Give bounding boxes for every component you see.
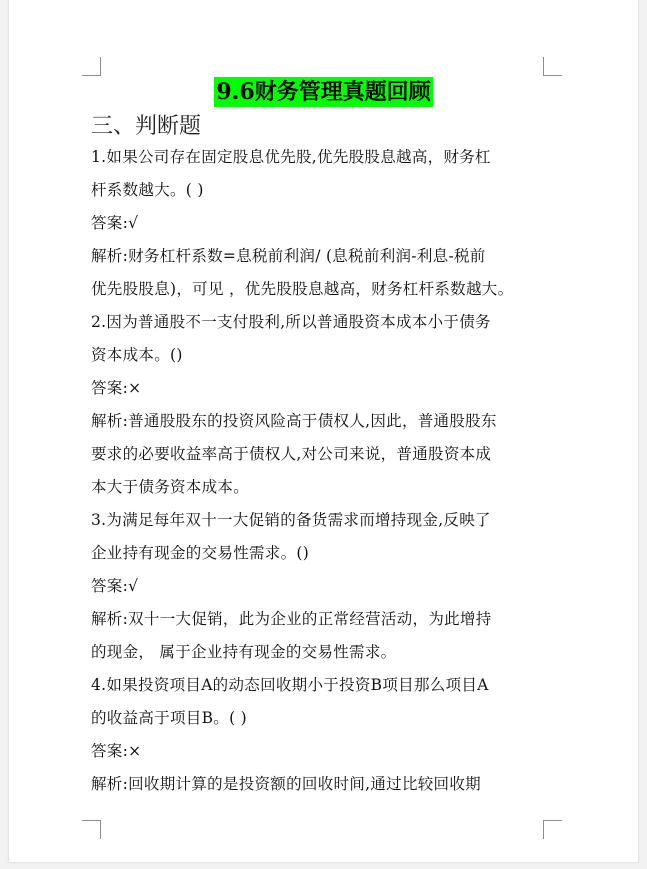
body-line: 的收益高于项目B。( ) [91, 709, 248, 727]
section-heading: 三、判断题 [91, 114, 202, 139]
document-title: 9.6财务管理真题回顾 [216, 79, 431, 105]
body-line: 答案:× [91, 379, 142, 397]
body-line: 答案:× [91, 742, 142, 760]
body-line: 答案:√ [91, 577, 139, 595]
body-line: 杆系数越大。( ) [91, 181, 204, 199]
body-line: 优先股股息)，可见 ，优先股股息越高，财务杠杆系数越大。 [91, 280, 514, 298]
body-line: 资本成本。() [91, 346, 183, 364]
crop-mark-top-right [543, 57, 562, 76]
body-line: 答案:√ [91, 214, 139, 232]
title-row [0, 77, 647, 107]
body-line: 本大于债务资本成本。 [91, 478, 250, 496]
crop-mark-top-left [82, 57, 101, 76]
body-line: 解析:回收期计算的是投资额的回收时间,通过比较回收期 [91, 775, 481, 793]
body-line: 解析:双十一大促销，此为企业的正常经营活动，为此增持 [91, 610, 492, 628]
body-line: 3.为满足每年双十一大促销的备货需求而增持现金,反映了 [91, 511, 491, 529]
crop-mark-bottom-right [543, 820, 562, 839]
body-line: 要求的必要收益率高于债权人,对公司来说，普通股资本成 [91, 445, 492, 463]
body-line: 4.如果投资项目A的动态回收期小于投资B项目那么项目A [91, 676, 489, 694]
crop-mark-bottom-left [82, 820, 101, 839]
body-line: 的现金， 属于企业持有现金的交易性需求。 [91, 643, 397, 661]
body-line: 2.因为普通股不一支付股利,所以普通股资本成本小于债务 [91, 313, 491, 331]
document-body [91, 141, 541, 801]
body-line: 解析:普通股股东的投资风险高于债权人,因此，普通股股东 [91, 412, 497, 430]
body-line: 解析:财务杠杆系数=息税前利润/ (息税前利润-利息-税前 [91, 247, 486, 265]
body-line: 1.如果公司存在固定股息优先股,优先股股息越高，财务杠 [91, 148, 491, 166]
body-line: 企业持有现金的交易性需求。() [91, 544, 310, 562]
